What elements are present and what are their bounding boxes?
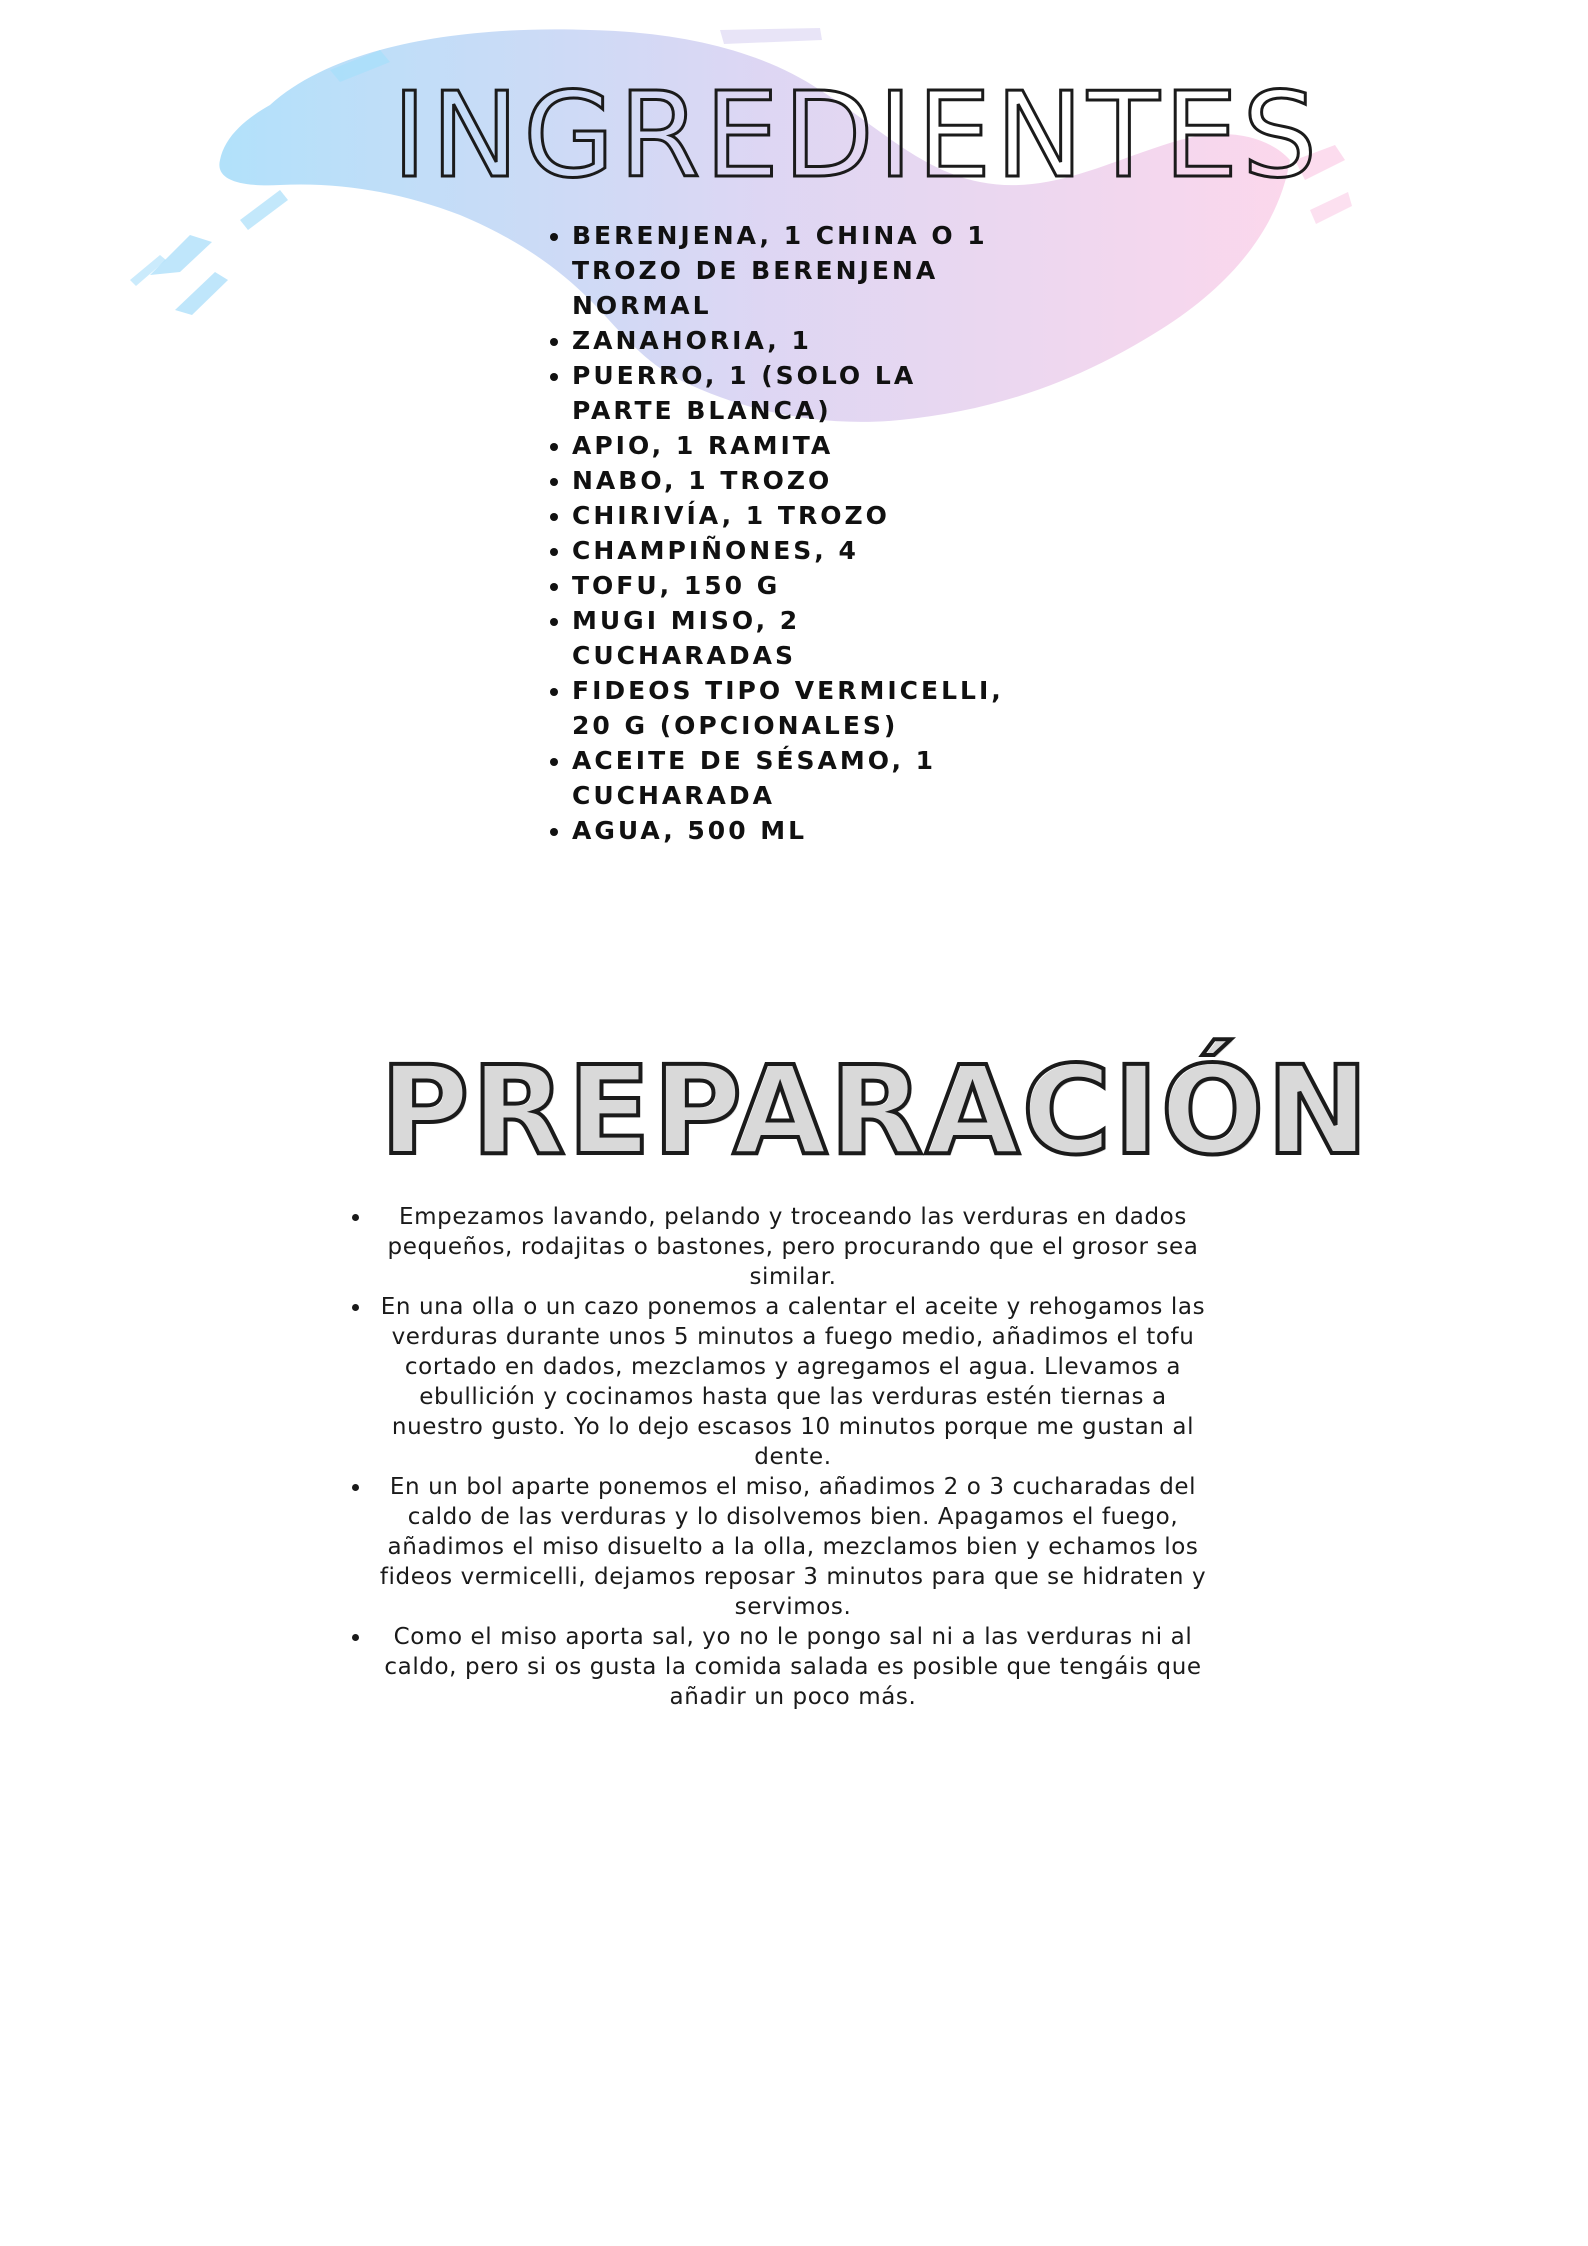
preparation-step: • En una olla o un cazo ponemos a calentar el aceite y rehogamos las verduras durante unos 5 minutos a fuego medio, añadimos el tofu cortado en dados, mezclamos y agregamos el agua. Llevamos a ebullición y cocinamos hasta que las verduras estén tiernas a nuestro gusto. Yo lo dejo escasos 10 minutos porque me gustan al dente.	[372, 1292, 1212, 1472]
ingredient-item: • FIDEOS TIPO VERMICELLI, 20 G (OPCIONALES)	[572, 673, 1012, 743]
ingredient-item: • AGUA, 500 ML	[572, 813, 1012, 848]
ingredient-item: • ZANAHORIA, 1	[572, 323, 1012, 358]
ingredient-item: • PUERRO, 1 (SOLO LA PARTE BLANCA)	[572, 358, 1012, 428]
ingredient-item: • CHIRIVÍA, 1 TROZO	[572, 498, 1012, 533]
ingredient-item: • MUGI MISO, 2 CUCHARADAS	[572, 603, 1012, 673]
preparation-step: • En un bol aparte ponemos el miso, añadimos 2 o 3 cucharadas del caldo de las verduras y lo disolvemos bien. Apagamos el fuego, añadimos el miso disuelto a la olla, mezclamos bien y echamos los fideos vermicelli, dejamos reposar 3 minutos para que se hidraten y servimos.	[372, 1472, 1212, 1622]
preparation-title: PREPARACIÓN	[380, 1040, 1371, 1182]
preparation-step: • Como el miso aporta sal, yo no le pongo sal ni a las verduras ni al caldo, pero si os gusta la comida salada es posible que tengáis que añadir un poco más.	[372, 1622, 1212, 1712]
ingredients-list	[552, 218, 1012, 848]
ingredient-item: • TOFU, 150 G	[572, 568, 1012, 603]
preparation-steps-list	[338, 1202, 1212, 1712]
ingredient-item: • NABO, 1 TROZO	[572, 463, 1012, 498]
ingredient-item: • ACEITE DE SÉSAMO, 1 CUCHARADA	[572, 743, 1012, 813]
preparation-step: • Empezamos lavando, pelando y troceando las verduras en dados pequeños, rodajitas o bastones, pero procurando que el grosor sea similar.	[372, 1202, 1212, 1292]
ingredients-title: INGREDIENTES	[392, 66, 1322, 204]
ingredient-item: • CHAMPIÑONES, 4	[572, 533, 1012, 568]
ingredient-item: • BERENJENA, 1 CHINA O 1 TROZO DE BERENJENA NORMAL	[572, 218, 1012, 323]
ingredient-item: • APIO, 1 RAMITA	[572, 428, 1012, 463]
